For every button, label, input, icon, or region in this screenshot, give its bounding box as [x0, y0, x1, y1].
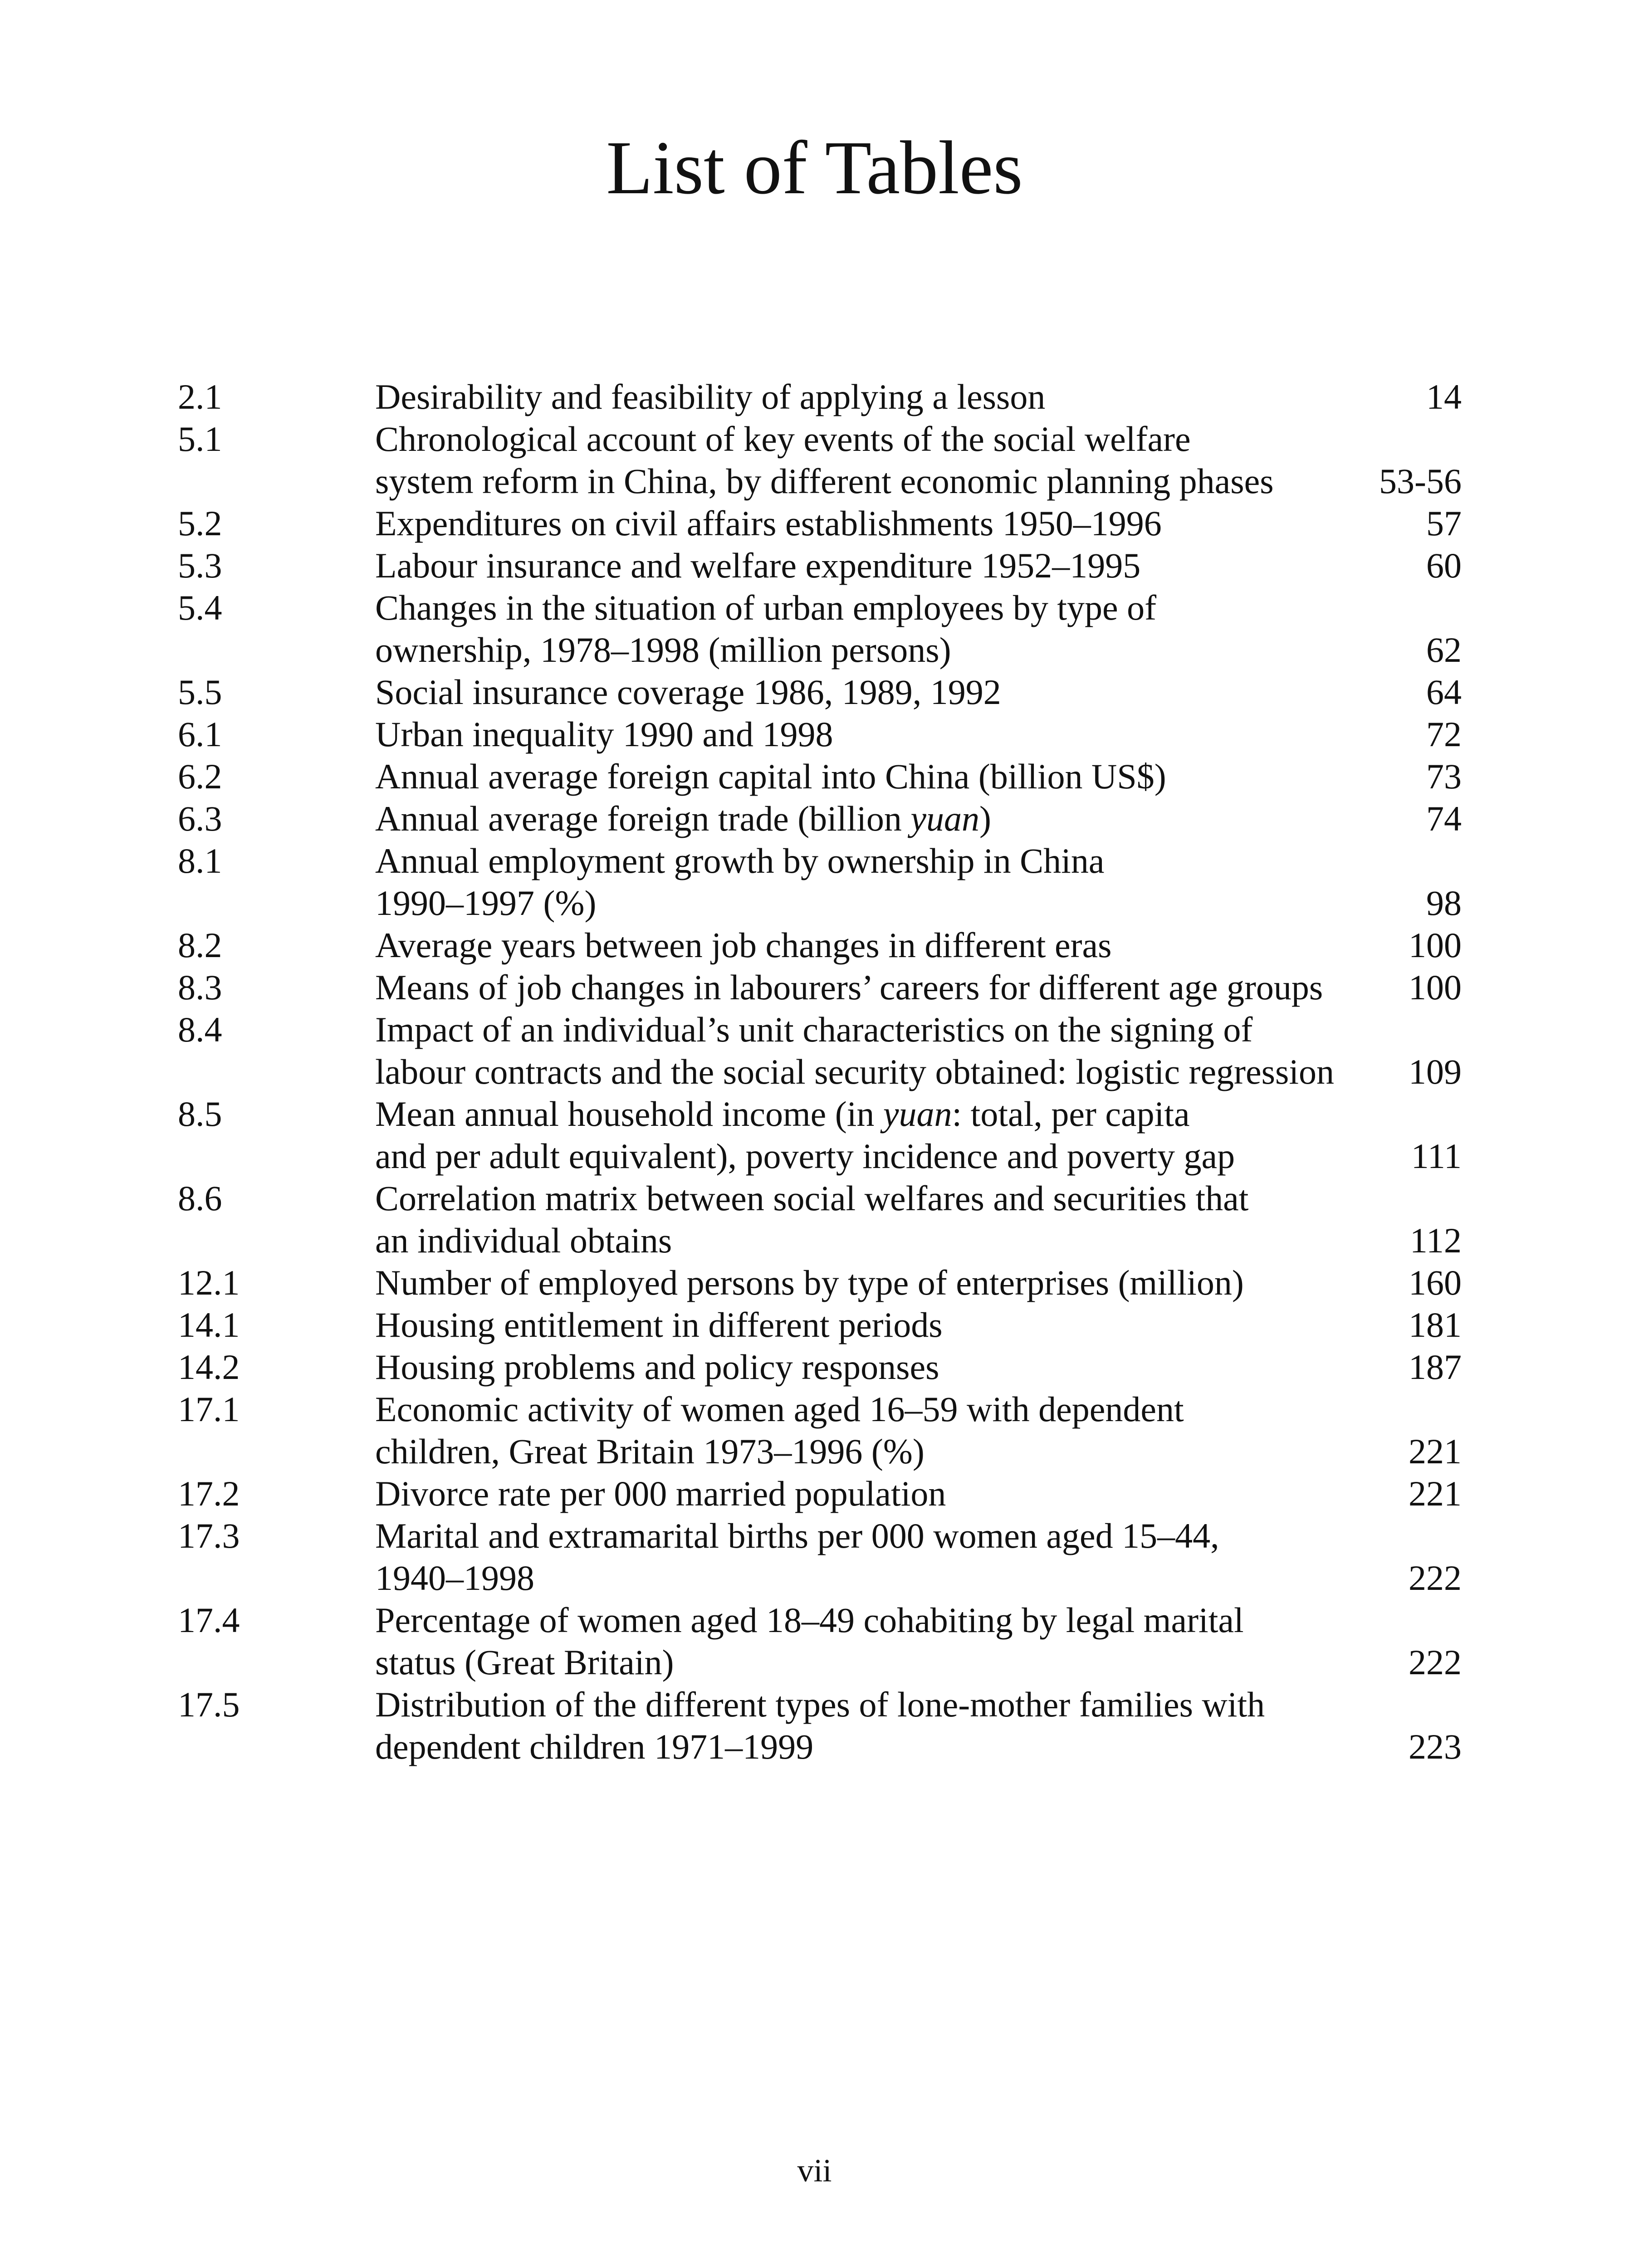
caption-line: Distribution of the different types of lone-mother families with [375, 1685, 1265, 1724]
table-number: 6.1 [178, 714, 222, 754]
page-title: List of Tables [606, 126, 1023, 210]
table-number: 5.1 [178, 419, 222, 459]
table-caption [375, 966, 1462, 1008]
page-ref: 111 [1411, 1136, 1462, 1176]
page-ref: 14 [1426, 377, 1462, 416]
table-caption [375, 376, 1462, 418]
page-ref: 187 [1409, 1347, 1462, 1387]
table-number: 2.1 [178, 377, 222, 416]
table-entry [178, 755, 1462, 797]
caption-line: Social insurance coverage 1986, 1989, 1992 [375, 672, 1001, 712]
caption-line: children, Great Britain 1973–1996 (%) [375, 1432, 925, 1471]
table-entry [178, 924, 1462, 966]
table-number: 17.5 [178, 1685, 240, 1724]
table-caption [375, 755, 1462, 797]
table-caption [375, 840, 1462, 924]
table-entry [178, 1388, 1462, 1472]
caption-line: system reform in China, by different economic planning phases [375, 461, 1274, 501]
table-caption [375, 1177, 1462, 1261]
caption-line: Expenditures on civil affairs establishments 1950–1996 [375, 503, 1162, 543]
page-ref: 222 [1409, 1642, 1462, 1682]
table-caption [375, 1261, 1462, 1304]
page-ref: 223 [1409, 1727, 1462, 1766]
page-ref: 160 [1409, 1263, 1462, 1302]
table-caption [375, 1515, 1462, 1599]
page-ref: 100 [1409, 925, 1462, 965]
table-entry [178, 1093, 1462, 1177]
table-entry [178, 1599, 1462, 1683]
caption-line: Changes in the situation of urban employees by type of [375, 588, 1157, 627]
page-ref: 181 [1409, 1305, 1462, 1344]
caption-line: Mean annual household income (in yuan: total, per capita [375, 1094, 1190, 1134]
table-caption [375, 1008, 1462, 1093]
table-number: 14.2 [178, 1347, 240, 1387]
table-entry [178, 966, 1462, 1008]
table-caption [375, 1093, 1462, 1177]
caption-line: status (Great Britain) [375, 1642, 674, 1682]
caption-line: labour contracts and the social security obtained: logistic regression [375, 1052, 1335, 1091]
page-ref: 62 [1426, 630, 1462, 670]
table-list [178, 376, 1462, 1768]
caption-line: Chronological account of key events of the social welfare [375, 419, 1191, 459]
italic-term: yuan [883, 1094, 952, 1134]
table-number: 6.3 [178, 799, 222, 838]
table-caption [375, 797, 1462, 840]
table-number: 17.4 [178, 1600, 240, 1640]
caption-line: Urban inequality 1990 and 1998 [375, 714, 833, 754]
caption-line: Labour insurance and welfare expenditure 1952–1995 [375, 546, 1141, 585]
table-entry [178, 713, 1462, 755]
caption-line: Marital and extramarital births per 000 women aged 15–44, [375, 1516, 1219, 1555]
table-number: 5.3 [178, 546, 222, 585]
table-entry [178, 418, 1462, 502]
caption-line: an individual obtains [375, 1221, 672, 1260]
caption-line: 1940–1998 [375, 1558, 534, 1598]
table-caption [375, 1599, 1462, 1683]
caption-line: Percentage of women aged 18–49 cohabiting by legal marital [375, 1600, 1244, 1640]
table-caption [375, 544, 1462, 587]
page-ref: 74 [1426, 799, 1462, 838]
table-entry [178, 1472, 1462, 1515]
caption-line: Means of job changes in labourers’ careers for different age groups [375, 968, 1323, 1007]
table-number: 8.1 [178, 841, 222, 880]
caption-line: Average years between job changes in different eras [375, 925, 1112, 965]
table-number: 8.4 [178, 1010, 222, 1049]
caption-line: Housing entitlement in different periods [375, 1305, 943, 1344]
table-entry [178, 671, 1462, 713]
table-caption [375, 671, 1462, 713]
caption-line: Correlation matrix between social welfares and securities that [375, 1178, 1249, 1218]
page-ref: 109 [1409, 1052, 1462, 1091]
table-number: 5.4 [178, 588, 222, 627]
page-ref: 112 [1409, 1221, 1462, 1260]
table-caption [375, 587, 1462, 671]
caption-line: Impact of an individual’s unit characteristics on the signing of [375, 1010, 1253, 1049]
table-entry [178, 1261, 1462, 1304]
table-entry [178, 1515, 1462, 1599]
table-entry [178, 376, 1462, 418]
page-ref: 73 [1426, 757, 1462, 796]
caption-line: ownership, 1978–1998 (million persons) [375, 630, 951, 670]
table-entry [178, 1304, 1462, 1346]
table-caption [375, 1346, 1462, 1388]
table-caption [375, 924, 1462, 966]
page-ref: 57 [1426, 503, 1462, 543]
table-number: 8.3 [178, 968, 222, 1007]
caption-line: Desirability and feasibility of applying a lesson [375, 377, 1046, 416]
page-number: vii [797, 2152, 832, 2189]
caption-line: dependent children 1971–1999 [375, 1727, 814, 1766]
table-entry [178, 797, 1462, 840]
table-number: 8.2 [178, 925, 222, 965]
caption-line: Annual employment growth by ownership in China [375, 841, 1105, 880]
page-ref: 221 [1409, 1474, 1462, 1513]
caption-line: Number of employed persons by type of enterprises (million) [375, 1263, 1244, 1302]
page-ref: 98 [1426, 883, 1462, 923]
caption-line: Annual average foreign capital into China (billion US$) [375, 757, 1166, 796]
page-ref: 60 [1426, 546, 1462, 585]
table-caption [375, 418, 1462, 502]
table-number: 17.2 [178, 1474, 240, 1513]
page-ref: 222 [1409, 1558, 1462, 1598]
page-ref: 221 [1409, 1432, 1462, 1471]
table-caption [375, 713, 1462, 755]
table-number: 17.3 [178, 1516, 240, 1555]
table-number: 8.5 [178, 1094, 222, 1134]
caption-line: Economic activity of women aged 16–59 with dependent [375, 1389, 1184, 1429]
page-ref: 64 [1426, 672, 1462, 712]
table-entry [178, 1683, 1462, 1768]
caption-line: 1990–1997 (%) [375, 883, 597, 923]
table-number: 14.1 [178, 1305, 240, 1344]
table-number: 6.2 [178, 757, 222, 796]
table-number: 5.2 [178, 503, 222, 543]
page-ref: 100 [1409, 968, 1462, 1007]
table-entry [178, 544, 1462, 587]
table-entry [178, 1346, 1462, 1388]
table-number: 12.1 [178, 1263, 240, 1302]
caption-line: Housing problems and policy responses [375, 1347, 939, 1387]
table-number: 17.1 [178, 1389, 240, 1429]
table-entry [178, 502, 1462, 544]
table-caption [375, 502, 1462, 544]
italic-term: yuan [910, 799, 979, 838]
page-ref: 72 [1426, 714, 1462, 754]
table-caption [375, 1388, 1462, 1472]
table-number: 8.6 [178, 1178, 222, 1218]
caption-line: Annual average foreign trade (billion yuan) [375, 799, 991, 838]
table-entry [178, 1177, 1462, 1261]
table-caption [375, 1472, 1462, 1515]
table-caption [375, 1304, 1462, 1346]
table-entry [178, 587, 1462, 671]
table-entry [178, 840, 1462, 924]
page-ref: 53-56 [1379, 461, 1462, 501]
table-caption [375, 1683, 1462, 1768]
table-entry [178, 1008, 1462, 1093]
caption-line: and per adult equivalent), poverty incidence and poverty gap [375, 1136, 1235, 1176]
table-number: 5.5 [178, 672, 222, 712]
caption-line: Divorce rate per 000 married population [375, 1474, 946, 1513]
